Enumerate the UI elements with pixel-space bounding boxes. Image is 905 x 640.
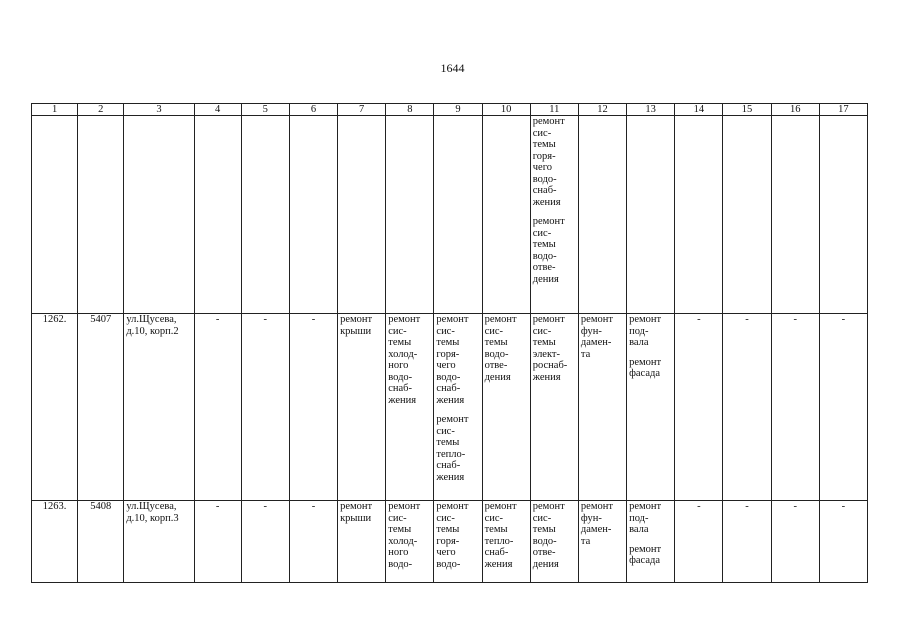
empty-dash: - xyxy=(311,314,316,325)
table-cell-col-11 xyxy=(530,501,578,583)
work-item: ремонт сис- темы холод- ного водо- xyxy=(388,501,421,570)
empty-dash: - xyxy=(215,501,220,512)
table-cell-col-15 xyxy=(723,116,771,314)
work-item: ремонт фасада xyxy=(629,543,662,566)
empty-dash: - xyxy=(263,501,268,512)
empty-dash: - xyxy=(745,501,749,512)
table-cell-col-8 xyxy=(386,501,434,583)
work-item: ремонт сис- темы элект- роснаб- жения xyxy=(532,314,568,383)
empty-dash: - xyxy=(793,501,797,512)
building-code: 5408 xyxy=(90,501,112,512)
table-cell-col-4 xyxy=(194,314,241,501)
table-cell-col-14 xyxy=(675,116,723,314)
table-row xyxy=(32,501,868,583)
column-number-15: 15 xyxy=(723,104,771,116)
row-number: 1263. xyxy=(42,501,67,512)
table-cell-col-16 xyxy=(771,116,819,314)
work-item: ремонт фун- дамен- та xyxy=(580,314,613,360)
table-row xyxy=(32,116,868,314)
work-item: ремонт сис- темы тепло- снаб- жения xyxy=(436,414,469,483)
table-cell-col-2 xyxy=(78,116,124,314)
table-cell-col-7 xyxy=(338,116,386,314)
table-cell-col-3 xyxy=(124,501,194,583)
work-item: ремонт под- вала xyxy=(629,501,662,535)
table-cell-col-13 xyxy=(627,314,675,501)
table-cell-col-14 xyxy=(675,314,723,501)
works-table xyxy=(31,103,868,583)
table-cell-col-4 xyxy=(194,116,241,314)
table-cell-col-4 xyxy=(194,501,241,583)
column-number-row xyxy=(32,104,868,116)
work-item: ремонт сис- темы горя- чего водо- xyxy=(436,501,469,570)
column-number-1: 1 xyxy=(32,104,78,116)
table-cell-col-10 xyxy=(482,116,530,314)
table-cell-col-8 xyxy=(386,116,434,314)
table-cell-col-5 xyxy=(241,116,289,314)
table-cell-col-12 xyxy=(578,314,626,501)
work-item: ремонт крыши xyxy=(340,501,373,524)
column-number-11: 11 xyxy=(530,104,578,116)
empty-dash: - xyxy=(215,314,220,325)
column-number-8: 8 xyxy=(386,104,434,116)
column-number-10: 10 xyxy=(482,104,530,116)
table-cell-col-9 xyxy=(434,501,482,583)
table-cell-col-13 xyxy=(627,116,675,314)
empty-dash: - xyxy=(697,314,701,325)
table-cell-col-2 xyxy=(78,314,124,501)
table-body xyxy=(32,104,868,583)
address: ул.Щусева, д.10, корп.3 xyxy=(126,501,179,524)
empty-dash: - xyxy=(697,501,701,512)
table-cell-col-17 xyxy=(819,501,867,583)
building-code: 5407 xyxy=(90,314,112,325)
column-number-16: 16 xyxy=(771,104,819,116)
table-cell-col-15 xyxy=(723,501,771,583)
work-item: ремонт под- вала xyxy=(629,314,662,348)
table-cell-col-16 xyxy=(771,314,819,501)
work-item: ремонт сис- темы горя- чего водо- снаб- жения xyxy=(532,116,565,208)
work-item: ремонт фун- дамен- та xyxy=(580,501,613,547)
column-number-17: 17 xyxy=(819,104,867,116)
column-number-14: 14 xyxy=(675,104,723,116)
work-item: ремонт сис- темы водо- отве- дения xyxy=(484,314,517,383)
table-cell-col-1 xyxy=(32,501,78,583)
table-cell-col-17 xyxy=(819,314,867,501)
table-cell-col-11 xyxy=(530,116,578,314)
column-number-7: 7 xyxy=(338,104,386,116)
work-item: ремонт крыши xyxy=(340,314,373,337)
empty-dash: - xyxy=(745,314,749,325)
column-number-9: 9 xyxy=(434,104,482,116)
table-cell-col-8 xyxy=(386,314,434,501)
table-cell-col-10 xyxy=(482,501,530,583)
table-cell-col-3 xyxy=(124,314,194,501)
column-number-3: 3 xyxy=(124,104,194,116)
work-item: ремонт сис- темы водо- отве- дения xyxy=(532,501,565,570)
column-number-6: 6 xyxy=(289,104,337,116)
empty-dash: - xyxy=(263,314,268,325)
column-number-2: 2 xyxy=(78,104,124,116)
table-cell-col-5 xyxy=(241,314,289,501)
column-number-13: 13 xyxy=(627,104,675,116)
table-row xyxy=(32,314,868,501)
table-cell-col-2 xyxy=(78,501,124,583)
table-cell-col-10 xyxy=(482,314,530,501)
work-item: ремонт сис- темы горя- чего водо- снаб- жения xyxy=(436,314,469,406)
work-item: ремонт фасада xyxy=(629,356,662,379)
table-cell-col-9 xyxy=(434,116,482,314)
table-cell-col-1 xyxy=(32,314,78,501)
table-cell-col-6 xyxy=(289,501,337,583)
table-cell-col-11 xyxy=(530,314,578,501)
table-cell-col-12 xyxy=(578,116,626,314)
work-item: ремонт сис- темы водо- отве- дения xyxy=(532,216,565,285)
table-cell-col-17 xyxy=(819,116,867,314)
empty-dash: - xyxy=(841,501,846,512)
page-number: 1644 xyxy=(440,61,465,75)
table-cell-col-7 xyxy=(338,314,386,501)
empty-dash: - xyxy=(841,314,846,325)
empty-dash: - xyxy=(793,314,797,325)
table-cell-col-15 xyxy=(723,314,771,501)
table-cell-col-3 xyxy=(124,116,194,314)
table-cell-col-1 xyxy=(32,116,78,314)
table-cell-col-16 xyxy=(771,501,819,583)
table-cell-col-5 xyxy=(241,501,289,583)
column-number-5: 5 xyxy=(241,104,289,116)
table-cell-col-14 xyxy=(675,501,723,583)
table-cell-col-12 xyxy=(578,501,626,583)
table-cell-col-6 xyxy=(289,314,337,501)
table-cell-col-7 xyxy=(338,501,386,583)
address: ул.Щусева, д.10, корп.2 xyxy=(126,314,179,337)
table-cell-col-6 xyxy=(289,116,337,314)
work-item: ремонт сис- темы тепло- снаб- жения xyxy=(484,501,517,570)
table-cell-col-13 xyxy=(627,501,675,583)
empty-dash: - xyxy=(311,501,316,512)
column-number-4: 4 xyxy=(194,104,241,116)
table-cell-col-9 xyxy=(434,314,482,501)
row-number: 1262. xyxy=(42,314,67,325)
column-number-12: 12 xyxy=(578,104,626,116)
work-item: ремонт сис- темы холод- ного водо- снаб- жения xyxy=(388,314,421,406)
